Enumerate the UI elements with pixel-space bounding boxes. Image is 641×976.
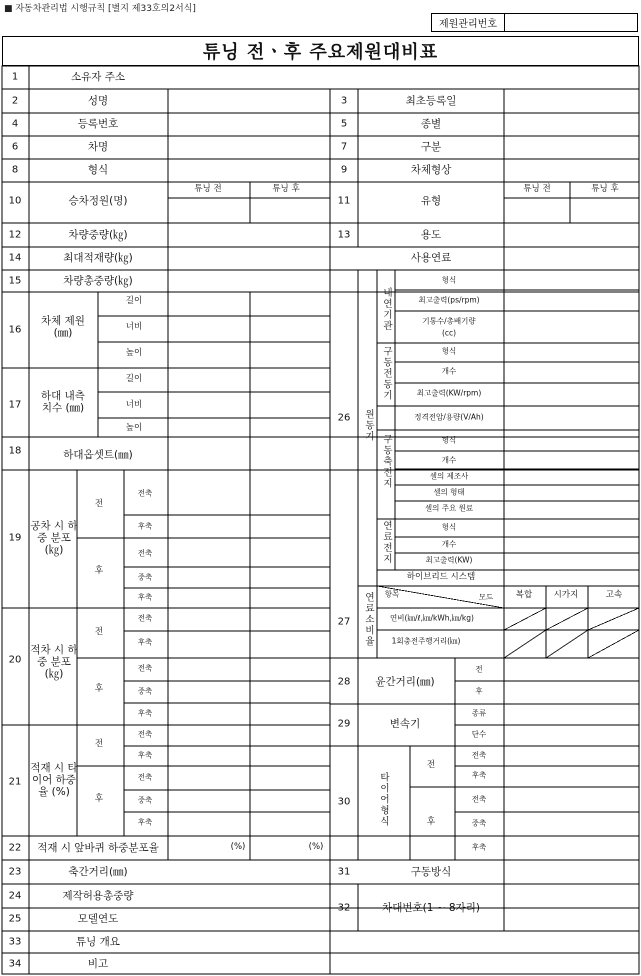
diag-line [588, 608, 639, 630]
engine-max-power-label: 최고출력(ps/rpm) [418, 295, 480, 305]
rear-label: 후 [426, 817, 436, 828]
row-number: 23 [8, 866, 22, 878]
rear-label: 후 [475, 686, 483, 696]
cell-form-label: 셀의 형태 [433, 487, 465, 497]
width-label: 너비 [125, 400, 143, 411]
front-label: 전 [94, 739, 104, 750]
row-number: 26 [337, 412, 351, 424]
cargo-bed-offset-label: 하대옵셋트(㎜) [63, 448, 133, 461]
row-number: 33 [8, 936, 22, 948]
length-label: 길이 [125, 296, 143, 307]
row-number: 11 [337, 195, 351, 207]
tire-type-label: 타이어 형식 [380, 772, 390, 828]
form-title: 튜닝 전ㆍ후 주요제원대비표 [2, 36, 639, 66]
row-number: 2 [11, 95, 19, 107]
rear-axle-label: 후축 [137, 750, 153, 760]
vehicle-type-label: 유형 [420, 194, 442, 207]
transmission-label: 변속기 [389, 717, 421, 730]
fuel-type-label: 사용연료 [410, 251, 452, 264]
motor-count-label: 개수 [441, 366, 457, 376]
row-number: 13 [337, 229, 351, 241]
row-number: 22 [8, 842, 22, 854]
model-year-label: 모델연도 [77, 912, 119, 925]
seating-capacity-label: 승차정원(명) [68, 194, 128, 207]
row-number: 28 [337, 676, 351, 688]
cell-manufacturer-label: 셀의 제조사 [429, 471, 469, 481]
row-number: 25 [8, 913, 22, 925]
transmission-kind-label: 종류 [471, 708, 487, 718]
mode-header: 모드 [478, 592, 494, 602]
model-type-label: 형식 [87, 163, 109, 176]
registration-number-label: 등록번호 [77, 117, 119, 130]
unladen-load-distribution-label: 공차 시 하중 분포(㎏) [30, 519, 78, 557]
row-number: 10 [8, 195, 22, 207]
ev-range-label: 1회충전주행거리(㎞) [391, 636, 461, 646]
front-label: 전 [475, 664, 483, 674]
ice-engine-label: 내연기관 [383, 288, 393, 332]
diag-line [546, 630, 588, 658]
row-number: 17 [8, 399, 22, 411]
front-axle-label: 전축 [137, 488, 153, 498]
engine-type-label: 형식 [441, 275, 457, 285]
row-number: 1 [11, 71, 19, 83]
row-number: 29 [337, 718, 351, 730]
laden-load-distribution-label: 적차 시 하중 분포(㎏) [30, 643, 78, 681]
front-axle-label: 전축 [471, 794, 487, 804]
diag-line [546, 608, 588, 630]
front-label: 전 [426, 760, 436, 771]
percent-unit: (%) [230, 842, 246, 853]
before-tuning-header: 튜닝 전 [523, 184, 551, 195]
remarks-label: 비고 [87, 957, 109, 970]
rear-axle-label: 후축 [137, 637, 153, 647]
row-number: 27 [337, 616, 351, 628]
fuel-cell-label: 연료전지 [383, 521, 393, 565]
vehicle-name-label: 차명 [87, 140, 109, 153]
front-axle-label: 전축 [137, 548, 153, 558]
rear-axle-label: 후축 [137, 708, 153, 718]
before-tuning-header: 튜닝 전 [194, 184, 222, 195]
row-number: 8 [11, 164, 19, 176]
row-number: 21 [8, 776, 22, 788]
engine-cylinders-displacement-label: 기통수/총배기량 [422, 316, 476, 326]
row-number: 24 [8, 890, 22, 902]
row-number: 32 [337, 902, 351, 914]
diag-line [504, 608, 546, 630]
wheelbase-label: 축간거리(㎜) [68, 865, 128, 878]
rear-axle-label: 후축 [471, 842, 487, 852]
curb-weight-label: 차량중량(㎏) [68, 228, 128, 241]
laden-front-wheel-load-ratio-label: 적재 시 앞바퀴 하중분포율 [37, 841, 159, 854]
row-number: 30 [337, 796, 351, 808]
max-load-capacity-label: 최대적재량(㎏) [63, 251, 133, 264]
rear-axle-label: 후축 [137, 817, 153, 827]
row-number: 5 [340, 118, 348, 130]
row-number: 14 [8, 252, 22, 264]
combined-mode-header: 복합 [515, 590, 533, 601]
body-shape-label: 차체형상 [410, 163, 452, 176]
front-axle-label: 전축 [137, 613, 153, 623]
hybrid-system-label: 하이브리드 시스템 [406, 572, 476, 583]
body-dimensions-label: 차체 제원 (㎜) [41, 314, 85, 339]
laden-tire-load-ratio-label: 적재 시 타이어 하중율 (%) [30, 761, 78, 799]
row-number: 18 [8, 445, 22, 457]
front-axle-label: 전축 [137, 772, 153, 782]
front-axle-label: 전축 [471, 750, 487, 760]
owner-name-label: 성명 [87, 94, 109, 107]
battery-count-label: 개수 [441, 455, 457, 465]
battery-type-label: 형식 [441, 435, 457, 445]
middle-axle-label: 중축 [471, 818, 487, 828]
middle-axle-label: 중축 [137, 572, 153, 582]
row-number: 19 [8, 532, 22, 544]
permitted-gross-weight-label: 제작허용총중량 [62, 889, 134, 902]
rear-label: 후 [94, 566, 104, 577]
row-number: 4 [11, 118, 19, 130]
rear-axle-label: 후축 [137, 592, 153, 602]
fuel-cell-max-power-label: 최고출력(KW) [425, 555, 473, 565]
motor-type-label: 형식 [441, 346, 457, 356]
cell-main-material-label: 셀의 주요 원료 [424, 503, 474, 513]
row-number: 20 [8, 654, 22, 666]
category-label: 구분 [420, 140, 442, 153]
row-number: 3 [340, 95, 348, 107]
gear-count-label: 단수 [471, 729, 487, 739]
battery-voltage-capacity-label: 정격전압/용량(V/Ah) [414, 412, 484, 422]
drive-type-label: 구동방식 [410, 865, 452, 878]
middle-axle-label: 중축 [137, 686, 153, 696]
row-number: 16 [8, 324, 22, 336]
front-label: 전 [94, 499, 104, 510]
after-tuning-header: 튜닝 후 [272, 184, 300, 195]
fuel-economy-label: 연비(㎞/ℓ,㎞/kWh,㎞/kg) [390, 613, 474, 623]
engine-displacement-unit: (cc) [441, 328, 457, 338]
spec-management-number-label: 제원관리번호 [432, 14, 505, 31]
row-number: 15 [8, 275, 22, 287]
diag-line [588, 630, 639, 658]
owner-address-label: 소유자 주소 [70, 70, 126, 83]
fuel-cell-count-label: 개수 [441, 539, 457, 549]
rear-axle-label: 후축 [471, 770, 487, 780]
rear-axle-label: 후축 [137, 521, 153, 531]
cargo-bed-dimensions-label: 하대 내측 치수 (㎜) [41, 389, 85, 414]
row-number: 12 [8, 229, 22, 241]
traction-battery-label: 구동축전지 [383, 434, 393, 490]
highway-mode-header: 고속 [605, 590, 623, 601]
first-registration-date-label: 최초등록일 [405, 94, 457, 107]
row-number: 31 [337, 866, 351, 878]
motor-max-power-label: 최고출력(KW/rpm) [416, 388, 482, 398]
row-number: 9 [340, 164, 348, 176]
tuning-summary-label: 튜닝 개요 [76, 935, 120, 948]
front-label: 전 [94, 627, 104, 638]
row-number: 7 [340, 141, 348, 153]
usage-label: 용도 [420, 228, 442, 241]
front-axle-label: 전축 [137, 663, 153, 673]
fuel-efficiency-label: 연료소비율 [365, 592, 375, 648]
vehicle-class-label: 종별 [420, 117, 442, 130]
height-label: 높이 [125, 423, 143, 434]
length-label: 길이 [125, 374, 143, 385]
row-number: 34 [8, 958, 22, 970]
after-tuning-header: 튜닝 후 [591, 184, 619, 195]
vin-label: 차대번호(1 ~ 8자리) [382, 901, 480, 914]
tread-label: 윤간거리(㎜) [375, 675, 435, 688]
powertrain-label: 원동기 [365, 409, 375, 443]
form-law-reference: ■ 자동차관리법 시행규칙 [별지 제33호의2서식] [4, 4, 196, 14]
percent-unit: (%) [308, 842, 324, 853]
item-header: 항목 [384, 589, 400, 599]
row-number: 6 [11, 141, 19, 153]
diag-line [504, 630, 546, 658]
rear-label: 후 [94, 684, 104, 695]
gross-vehicle-weight-label: 차량총중량(㎏) [63, 274, 133, 287]
width-label: 너비 [125, 322, 143, 333]
height-label: 높이 [125, 348, 143, 359]
fuel-cell-type-label: 형식 [441, 522, 457, 532]
middle-axle-label: 중축 [137, 795, 153, 805]
front-axle-label: 전축 [137, 729, 153, 739]
rear-label: 후 [94, 794, 104, 805]
drive-motor-label: 구동전동기 [383, 346, 393, 402]
city-mode-header: 시가지 [553, 590, 579, 601]
